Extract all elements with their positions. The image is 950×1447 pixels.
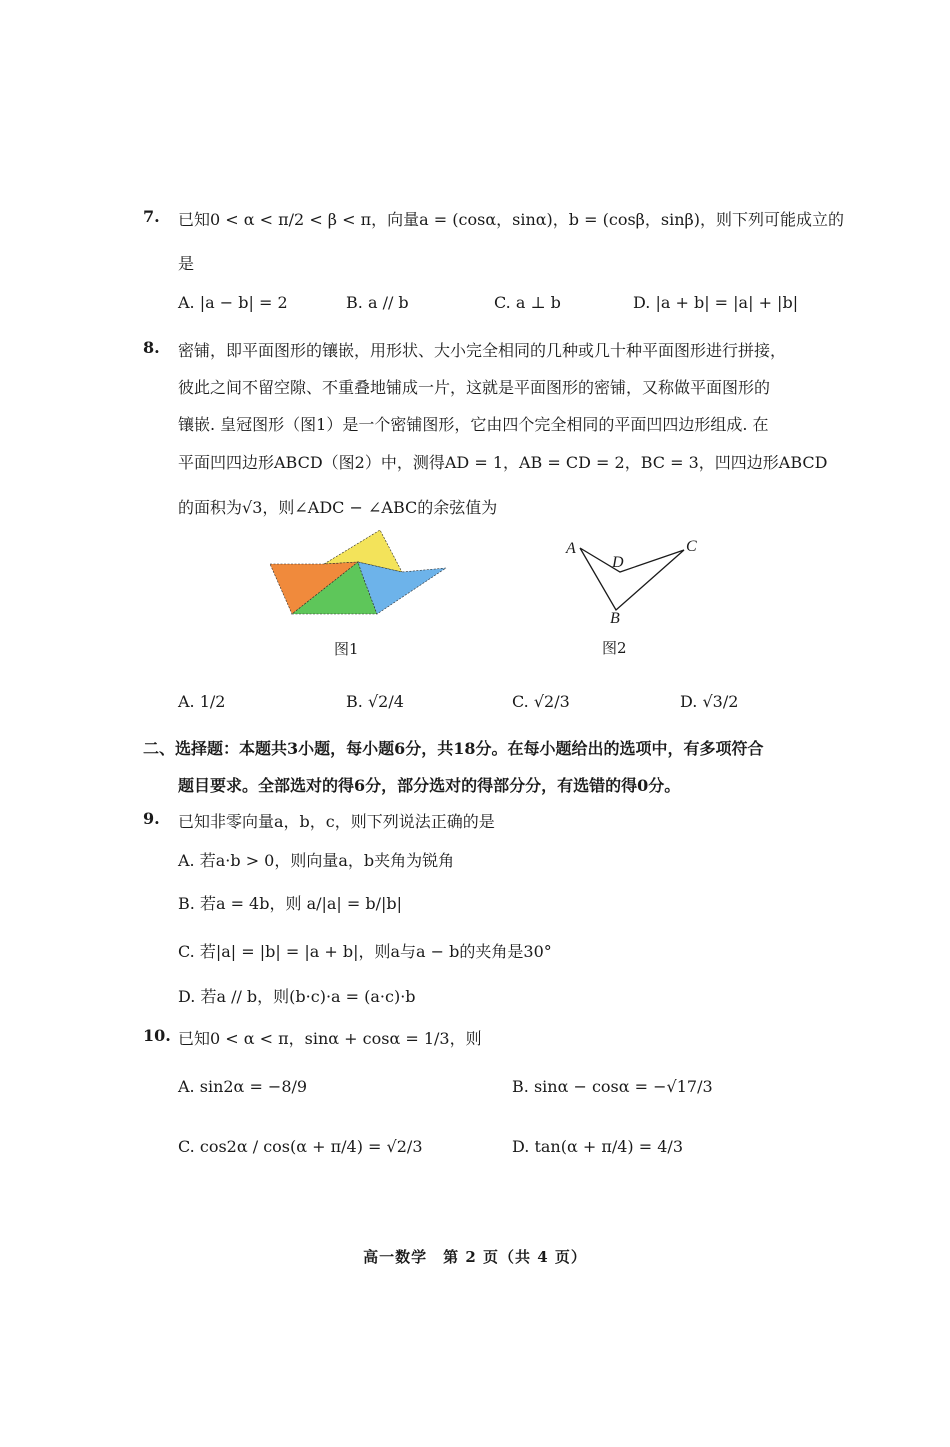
point-a-label: A — [566, 540, 576, 557]
option-label: A. — [178, 1077, 195, 1096]
question-7-number: 7. — [143, 207, 160, 226]
option-text: √2/3 — [533, 692, 570, 711]
point-d-label: D — [612, 554, 624, 571]
question-9-stem: 已知非零向量a，b，c，则下列说法正确的是 — [178, 812, 495, 831]
option-text: a // b — [367, 293, 409, 312]
q8-option-d — [680, 692, 738, 711]
question-8-line: 彼此之间不留空隙、不重叠地铺成一片，这就是平面图形的密铺，又称做平面图形的 — [178, 378, 771, 397]
q7-option-c — [494, 293, 561, 312]
q7-option-d — [633, 293, 798, 312]
option-label: D. — [633, 293, 651, 312]
q9-option-c — [178, 939, 552, 962]
q7-option-b — [346, 293, 409, 312]
option-label: D. — [178, 987, 196, 1006]
option-text: 若a = 4b，则 a/|a| = b/|b| — [199, 894, 403, 913]
q9-option-a — [178, 848, 454, 871]
option-text: 若a // b，则(b·c)·a = (a·c)·b — [200, 987, 416, 1006]
q10-option-b — [512, 1077, 713, 1096]
option-label: B. — [178, 894, 195, 913]
option-label: A. — [178, 293, 195, 312]
option-text: |a + b| = |a| + |b| — [655, 293, 799, 312]
option-label: C. — [178, 942, 195, 961]
option-text: 1/2 — [199, 692, 226, 711]
q9-option-b — [178, 891, 402, 914]
option-label: C. — [512, 692, 529, 711]
q8-option-c — [512, 692, 570, 711]
question-7-stem-cont: 是 — [178, 254, 195, 273]
question-10-number: 10. — [143, 1026, 171, 1045]
option-label: A. — [178, 692, 195, 711]
question-8-line: 镶嵌. 皇冠图形（图1）是一个密铺图形，它由四个完全相同的平面凹四边形组成. 在 — [178, 415, 769, 434]
question-10-stem: 已知0 < α < π，sinα + cosα = 1/3，则 — [178, 1029, 482, 1048]
section-2-heading-cont: 题目要求。全部选对的得6分，部分选对的得部分分，有选错的得0分。 — [178, 776, 681, 795]
option-text: tan(α + π/4) = 4/3 — [534, 1137, 683, 1156]
q9-option-d — [178, 984, 416, 1007]
option-text: sinα − cosα = −√17/3 — [533, 1077, 713, 1096]
question-8-line: 的面积为√3，则∠ADC − ∠ABC的余弦值为 — [178, 498, 498, 517]
option-label: A. — [178, 851, 195, 870]
q10-option-a — [178, 1077, 307, 1096]
question-9-number: 9. — [143, 809, 160, 828]
option-text: √3/2 — [702, 692, 739, 711]
question-7-stem: 已知0 < α < π/2 < β < π，向量a = (cosα，sinα)，b = (cosβ，sinβ)，则下列可能成立的 — [178, 210, 845, 229]
option-text: sin2α = −8/9 — [199, 1077, 308, 1096]
page-footer: 高一数学 第 2 页（共 4 页） — [363, 1248, 587, 1266]
option-label: B. — [512, 1077, 529, 1096]
point-b-label: B — [610, 610, 620, 627]
q8-option-a — [178, 692, 225, 711]
figure-2-caption: 图2 — [602, 639, 627, 657]
figure-1-caption: 图1 — [334, 640, 359, 658]
option-label: B. — [346, 293, 363, 312]
option-text: cos2α / cos(α + π/4) = √2/3 — [199, 1137, 423, 1156]
q8-option-b — [346, 692, 404, 711]
q7-option-a — [178, 293, 288, 312]
option-text: √2/4 — [367, 692, 404, 711]
q10-option-c — [178, 1137, 423, 1156]
question-8-number: 8. — [143, 338, 160, 357]
option-label: D. — [512, 1137, 530, 1156]
option-label: D. — [680, 692, 698, 711]
option-label: B. — [346, 692, 363, 711]
figure-1-crown — [262, 528, 452, 628]
option-text: 若|a| = |b| = |a + b|，则a与a − b的夹角是30° — [199, 942, 552, 961]
quadrilateral-abcd — [580, 548, 684, 610]
section-2-heading: 二、选择题：本题共3小题，每小题6分，共18分。在每小题给出的选项中，有多项符合 — [143, 739, 764, 758]
option-label: C. — [494, 293, 511, 312]
question-8-line: 平面凹四边形ABCD（图2）中，测得AD = 1，AB = CD = 2，BC = 3，凹四边形ABCD — [178, 453, 828, 472]
q10-option-d — [512, 1137, 683, 1156]
option-text: |a − b| = 2 — [199, 293, 288, 312]
option-text: 若a·b > 0，则向量a，b夹角为锐角 — [199, 851, 455, 870]
option-text: a ⊥ b — [515, 293, 561, 312]
option-label: C. — [178, 1137, 195, 1156]
point-c-label: C — [686, 538, 697, 555]
question-8-line: 密铺，即平面图形的镶嵌，用形状、大小完全相同的几种或几十种平面图形进行拼接， — [178, 341, 787, 360]
